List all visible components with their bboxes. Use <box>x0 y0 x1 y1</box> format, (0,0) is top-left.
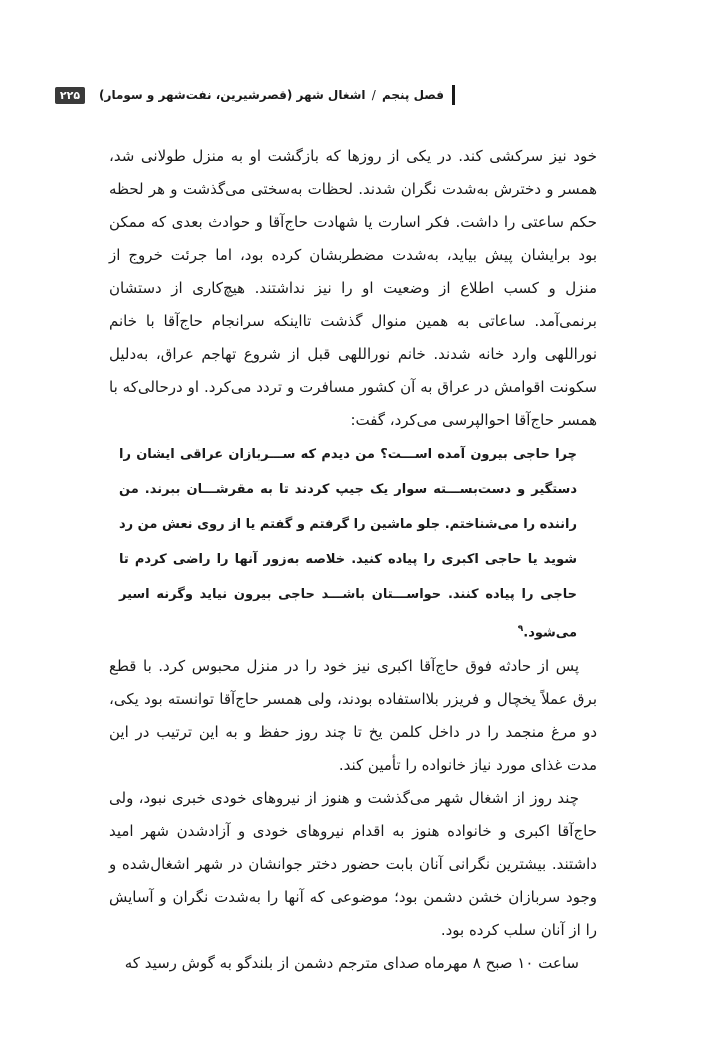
running-title <box>99 88 444 102</box>
body-text <box>109 140 597 980</box>
header-rule <box>452 85 455 105</box>
block-quote <box>109 437 597 650</box>
paragraph-1: خود نیز سرکشی کند. در یکی از روزها که بازگشت او به منزل طولانی شد، همسر و دخترش به‌شدت نگران شدند. لحظات به‌سختی می‌گذشت و هر لحظه حکم ساعتی را داشت. فکر اسارت یا شهادت حاج‌آقا و حوادث بعدی که ممکن بود برایشان پیش بیاید، به‌شدت مضطربشان کرده بود، اما جرئت خروج از منزل و کسب اطلاع از وضعیت او را نیز نداشتند. هیچ‌کاری از دستشان برنمی‌آمد. ساعاتی به همین منوال گذشت تااینکه سرانجام حاج‌آقا با خانم نوراللهی وارد خانه شدند. خانم نوراللهی قبل از شروع تهاجم عراق، به‌دلیل سکونت اقوامش در عراق به آن کشور مسافرت و تردد می‌کرد. او درحالی‌که با همسر حاج‌آقا احوالپرسی می‌کرد، گفت: <box>109 147 597 429</box>
paragraph-4: ساعت ۱۰ صبح ۸ مهرماه صدای مترجم دشمن از بلندگو به گوش رسید که <box>124 954 579 973</box>
quote-text: چرا حاجی بیرون آمده اســـت؟ من دیدم که ســـربازان عراقی ایشان را دستگیر و دست‌بســـته سوار یک جیپ کردند تا به مقرشـــان ببرند. من راننده را می‌شناختم. جلو ماشین را گرفتم و گفتم یا از روی نعش من رد شوید یا حاجی اکبری را پیاده کنید. خلاصه به‌زور آنها را راضی کردم تا حاجی را پیاده کنند. حواســـتان باشـــد حاجی بیرون نیاید وگرنه اسیر می‌شود. <box>119 447 577 641</box>
footnote-marker: ۹ <box>517 624 524 634</box>
running-header <box>55 82 455 108</box>
paragraph-2: پس از حادثه فوق حاج‌آقا اکبری نیز خود را در منزل محبوس کرد. با قطع برق عملاً یخچال و فریزر بلااستفاده بودند، ولی همسر حاج‌آقا توانسته بود یکی، دو مرغ منجمد را در داخل کلمن یخ تا چند روز حفظ و به این ترتیب در این مدت غذای مورد نیاز خانواده را تأمین کند. <box>109 657 597 775</box>
chapter-title: اشغال شهر (قصرشیرین، نفت‌شهر و سومار) <box>99 88 366 102</box>
chapter-label: فصل پنجم <box>381 88 444 102</box>
title-separator: / <box>371 88 376 102</box>
page-number-badge: ۲۲۵ <box>55 87 85 104</box>
paragraph-3: چند روز از اشغال شهر می‌گذشت و هنوز از نیروهای خودی خبری نبود، ولی حاج‌آقا اکبری و خانواده هنوز به اقدام نیروهای خودی و آزادشدن شهر امید داشتند. بیشترین نگرانی آنان بابت حضور دختر جوانشان در شهر اشغال‌شده و وجود سربازان خشن دشمن بود؛ موضوعی که آنها را به‌شدت نگران و آسایش را از آنان سلب کرده بود. <box>109 789 597 940</box>
